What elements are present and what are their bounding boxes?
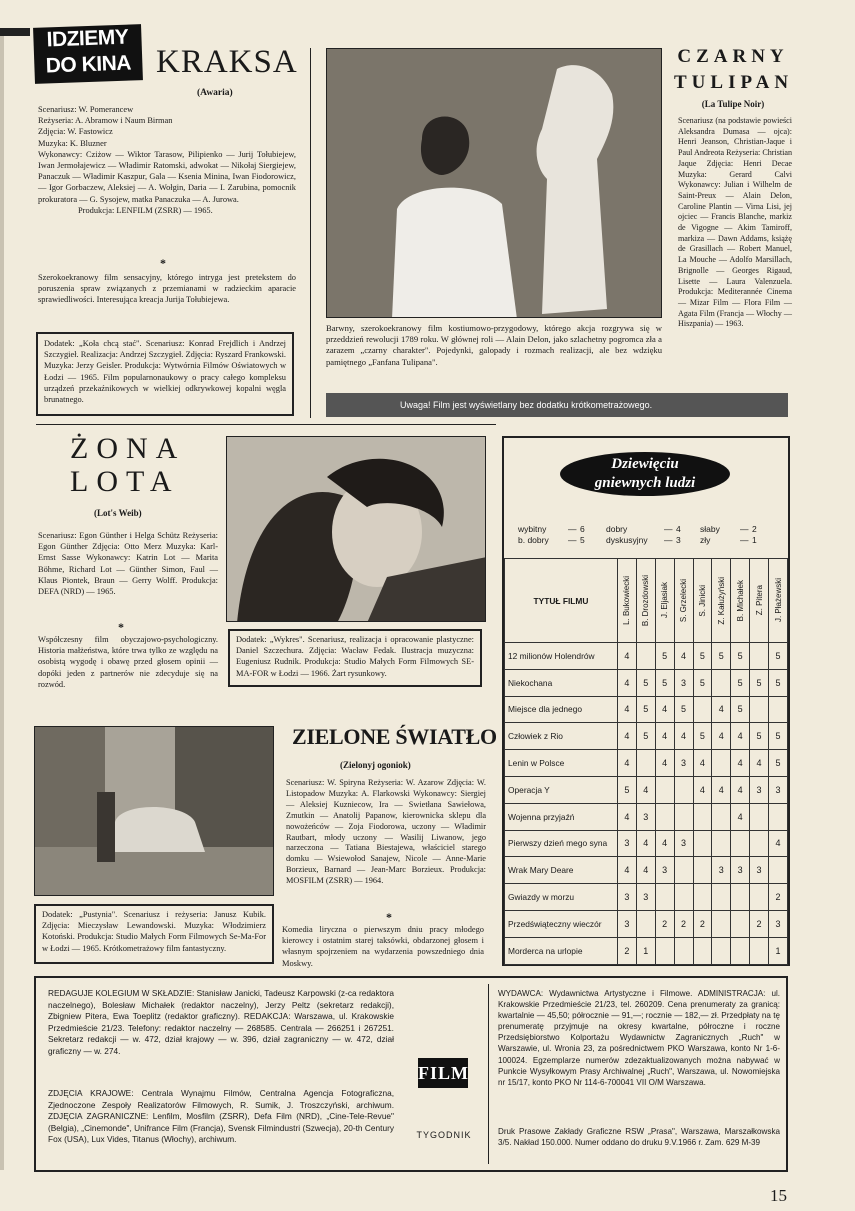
score-cell: 4 xyxy=(655,696,674,723)
score-cell xyxy=(674,803,693,830)
score-cell: 3 xyxy=(636,884,655,911)
score-cell: 3 xyxy=(731,857,750,884)
score-cell: 4 xyxy=(674,643,693,670)
kraksa-extra-box xyxy=(36,332,294,416)
score-cell xyxy=(693,696,712,723)
score-cell: 5 xyxy=(636,669,655,696)
kraksa-subtitle: (Awaria) xyxy=(197,88,233,98)
score-cell: 4 xyxy=(712,723,731,750)
score-cell: 2 xyxy=(750,910,769,937)
score-cell: 3 xyxy=(674,830,693,857)
section-rule xyxy=(36,424,496,425)
legend-value: 4 xyxy=(676,524,681,534)
score-cell: 3 xyxy=(712,857,731,884)
legend-label: b. dobry xyxy=(518,535,549,545)
film-title-cell: Gwiazdy w morzu xyxy=(505,884,618,911)
score-cell xyxy=(655,803,674,830)
kraksa-title: KRAKSA xyxy=(156,44,298,80)
score-cell: 3 xyxy=(750,857,769,884)
score-cell xyxy=(712,884,731,911)
zona-extra-box xyxy=(228,629,482,687)
film-title-cell: 12 milionów Holendrów xyxy=(505,643,618,670)
score-cell xyxy=(731,937,750,964)
zielone-photo xyxy=(34,726,274,896)
score-cell: 4 xyxy=(712,696,731,723)
critic-name: Z. Kałużyński xyxy=(716,576,726,625)
score-cell xyxy=(674,937,693,964)
score-cell xyxy=(712,669,731,696)
score-cell: 4 xyxy=(693,750,712,777)
masthead xyxy=(34,976,788,1172)
masthead-print: Druk Prasowe Zakłady Graficzne RSW „Prasa", Warszawa, Marszałkowska 3/5. Nakład 150.000. Numer oddano do druku 9.V.1966 r. Zam. 629 M-39 xyxy=(498,1127,780,1148)
score-cell xyxy=(712,830,731,857)
score-cell xyxy=(769,857,788,884)
tulipan-note-bar xyxy=(326,393,788,417)
score-cell xyxy=(636,910,655,937)
tulipan-note: Uwaga! Film jest wyświetlany bez dodatku krótkometrażowego. xyxy=(400,400,653,410)
zielone-description: Komedia liryczna o pierwszym dniu pracy młodego kierowcy i ostatnim starej taksówki, obdarzonej głosem i własnym spojrzeniem na wydarzenia powszedniego dnia Moskwy. xyxy=(282,925,484,968)
score-cell xyxy=(636,643,655,670)
score-cell: 5 xyxy=(712,643,731,670)
score-cell: 4 xyxy=(618,669,637,696)
score-cell: 3 xyxy=(655,857,674,884)
score-cell xyxy=(655,776,674,803)
ratings-logo xyxy=(560,452,730,496)
zona-star: * xyxy=(118,620,124,634)
score-cell xyxy=(712,750,731,777)
score-cell: 5 xyxy=(731,696,750,723)
score-cell: 4 xyxy=(731,776,750,803)
table-row xyxy=(505,910,788,937)
score-cell: 5 xyxy=(655,643,674,670)
score-cell xyxy=(731,910,750,937)
score-cell xyxy=(769,696,788,723)
score-cell xyxy=(712,937,731,964)
page-number: 15 xyxy=(770,1186,787,1205)
table-row xyxy=(505,723,788,750)
score-cell: 5 xyxy=(769,643,788,670)
ratings-table xyxy=(504,558,788,965)
score-cell: 2 xyxy=(769,884,788,911)
film-title-cell: Miejsce dla jednego xyxy=(505,696,618,723)
masthead-photos: ZDJĘCIA KRAJOWE: Centrala Wynajmu Filmów, Centralna Agencja Fotograficzna, Zjednoczone Zespoły Realizatorów Filmowych, R. Sumik, J. Troszczyński, archiwum. ZDJĘCIA ZAGRANICZNE: Lenfilm, Mosfilm (ZSRR), Defa Film (NRD), „Cine-Tele-Revue" (Belgia), „Cinemonde", Unifrance Film (Francja), Svensk Filmindustri (Szwecja), 20-th Century Fox (USA), Lux Vides, Titanus (Włochy), archiwum. xyxy=(48,1088,394,1145)
score-cell xyxy=(712,803,731,830)
table-row xyxy=(505,830,788,857)
kraksa-credits xyxy=(38,104,296,216)
score-cell xyxy=(693,803,712,830)
zona-extra: Dodatek: „Wykres". Scenariusz, realizacja i opracowanie plastyczne: Daniel Szczechura. Zdjęcia: Wacław Fedak. Ilustracja muzyczna: Eugeniusz Rudnik. Produkcja: Studio Małych Form Filmowych SE-MA-FOR w Łodzi — 1966. Żart rysunkowy. xyxy=(236,635,474,678)
score-cell: 3 xyxy=(674,750,693,777)
ratings-table-wrap xyxy=(504,558,788,964)
score-cell xyxy=(769,803,788,830)
score-cell: 5 xyxy=(693,643,712,670)
score-cell xyxy=(712,910,731,937)
score-cell: 5 xyxy=(769,669,788,696)
film-logo-text: FILM xyxy=(418,1063,469,1083)
table-row xyxy=(505,776,788,803)
score-cell: 3 xyxy=(769,776,788,803)
score-cell: 2 xyxy=(618,937,637,964)
score-cell: 3 xyxy=(618,830,637,857)
badge-line2: DO KINA xyxy=(45,51,132,78)
legend-label: słaby xyxy=(700,524,720,534)
page-gutter xyxy=(0,30,4,1170)
score-cell xyxy=(750,643,769,670)
tulipan-caption: Barwny, szerokoekranowy film kostiumowo-przygodowy, którego akcja rozgrywa się w przeddzień rewolucji 1789 roku. W głównej roli — Alain Delon, jako szlachetny pogromca zła a zarazem „czarny charakter". Pojedynki, galopady i rozmach realizacji, ale bez wdzięku pamiętnego „Fanfana Tulipana". xyxy=(326,323,662,367)
ratings-panel xyxy=(502,436,790,966)
score-cell: 5 xyxy=(731,643,750,670)
zielone-photo-art xyxy=(35,727,274,896)
table-row xyxy=(505,669,788,696)
score-cell: 3 xyxy=(636,803,655,830)
credit-line: Wykonawcy: Cziżow — Wiktor Tarasow, Pilipienko — Jurij Tołubiejew, Iwan Jermołajewicz — Władimir Ratomski, adwokat — Nikołaj Siergiejew, Panaczuk — Władimir Kaszpur, Gala — Ksenia Minina, Iwan Fiodorowicz, — Igor Gorbaczew, Aleksiej — A. Wołgin, Daria — I. Zarubina, pomocnik prokuratora — G. Sysojew, matka Panaczuka — A. Jurowa. xyxy=(38,149,296,204)
score-cell: 2 xyxy=(655,910,674,937)
score-cell xyxy=(750,884,769,911)
zona-title-line1: ŻONA xyxy=(70,432,186,465)
score-cell xyxy=(636,750,655,777)
legend-value: 3 xyxy=(676,535,681,545)
kraksa-description: Szerokoekranowy film sensacyjny, którego intryga jest pretekstem do poruszenia spraw związanych z przemianami w radzieckim aparacie sprawiedliwości. Interesująca kreacja Jurija Tołubiejewa. xyxy=(38,273,296,305)
critic-name: L. Bukowiecki xyxy=(622,576,632,625)
score-cell xyxy=(693,937,712,964)
score-cell: 4 xyxy=(731,803,750,830)
table-row xyxy=(505,937,788,964)
score-cell: 5 xyxy=(618,776,637,803)
score-cell: 5 xyxy=(769,723,788,750)
score-cell xyxy=(674,884,693,911)
critic-name: J. Eljasiak xyxy=(660,582,670,619)
score-cell: 4 xyxy=(618,803,637,830)
score-cell: 5 xyxy=(750,669,769,696)
score-cell xyxy=(674,857,693,884)
score-cell xyxy=(731,830,750,857)
score-cell xyxy=(693,857,712,884)
score-cell xyxy=(655,884,674,911)
score-cell xyxy=(693,830,712,857)
score-cell: 4 xyxy=(655,723,674,750)
ratings-header-row xyxy=(505,559,788,643)
film-logo-sub: TYGODNIK xyxy=(416,1130,472,1140)
score-cell: 5 xyxy=(636,696,655,723)
table-row xyxy=(505,884,788,911)
credit-line: Muzyka: K. Bluzner xyxy=(38,138,107,148)
score-cell xyxy=(731,884,750,911)
score-cell: 4 xyxy=(731,723,750,750)
critic-name: Z. Pitera xyxy=(754,585,764,616)
score-cell: 5 xyxy=(693,723,712,750)
zielone-credits: Scenariusz: W. Spiryna Reżyseria: W. Azarow Zdjęcia: W. Listopadow Muzyka: A. Flarkowski Wykonawcy: Siergiej — Aleksiej Kuzniecow, Ira — Swietłana Sawiełowa, Zmutkin — Anatolij Papanow, kierownicka sklepu dla nowożeńców — Zoja Fiodorowa, uczony — Władimir Rautbart, młody uczony — Wasilij Liwanow, jego narzeczona — Tatiana Biestajewa, właściciel starego domku — Wsiewołod Sanajew, Nicole — Anne-Marie Borzieux, Barnard — Jean-Marc Borzieux. Produkcja: MOSFILM (ZSRR) — 1964. xyxy=(286,778,486,886)
title-header: TYTUŁ FILMU xyxy=(505,559,618,643)
zona-credits: Scenariusz: Egon Günther i Helga Schütz Reżyseria: Egon Günther Zdjęcia: Otto Merz Muzyka: Karl-Ernst Sasse Wykonawcy: Katrin Lot — Marita Böhme, Richard Lot — Günther Simon, Faul — Klaus Piontek, Braun — Gerry Wolff. Produkcja: DEFA (NRD) — 1965. xyxy=(38,531,218,597)
top-rule xyxy=(0,28,30,36)
score-cell: 5 xyxy=(769,750,788,777)
film-title-cell: Pierwszy dzień mego syna xyxy=(505,830,618,857)
credit-line: Produkcja: LENFILM (ZSRR) — 1965. xyxy=(78,205,213,215)
score-cell: 1 xyxy=(769,937,788,964)
legend-value: 5 xyxy=(580,535,585,545)
critic-name: S. Jinicki xyxy=(697,584,707,617)
score-cell: 3 xyxy=(674,669,693,696)
zona-subtitle: (Lot's Weib) xyxy=(94,508,142,518)
zona-title-line2: LOTA xyxy=(70,465,180,498)
score-cell: 2 xyxy=(674,910,693,937)
legend-label: dobry xyxy=(606,524,628,534)
film-title-cell: Wrak Mary Deare xyxy=(505,857,618,884)
zielone-title: ZIELONE ŚWIATŁO xyxy=(292,724,497,749)
score-cell: 3 xyxy=(618,884,637,911)
section-badge xyxy=(33,24,143,84)
table-row xyxy=(505,696,788,723)
legend-label: wybitny xyxy=(518,524,547,534)
table-row xyxy=(505,857,788,884)
score-cell xyxy=(655,937,674,964)
zielone-extra-box xyxy=(34,904,274,964)
table-row xyxy=(505,750,788,777)
score-cell: 4 xyxy=(636,830,655,857)
score-cell xyxy=(693,884,712,911)
credit-line: Zdjęcia: W. Fastowicz xyxy=(38,127,113,137)
table-row xyxy=(505,803,788,830)
score-cell: 3 xyxy=(769,910,788,937)
score-cell xyxy=(750,803,769,830)
masthead-divider xyxy=(488,984,489,1164)
score-cell: 3 xyxy=(750,776,769,803)
zielone-extra: Dodatek: „Pustynia". Scenariusz i reżyseria: Janusz Kubik. Zdjęcia: Mieczysław Lewandowski. Muzyka: Włodzimierz Kotoński. Produkcja: Studio Małych Form Filmowych Se-Ma-For w Łodzi — 1965. Krótkometrażowy film fantastyczny. xyxy=(42,910,266,953)
legend-value: 1 xyxy=(752,535,757,545)
score-cell: 5 xyxy=(655,669,674,696)
film-title-cell: Lenin w Polsce xyxy=(505,750,618,777)
film-title-cell: Morderca na urlopie xyxy=(505,937,618,964)
column-rule xyxy=(310,48,311,418)
score-cell: 4 xyxy=(618,643,637,670)
zielone-star: * xyxy=(386,910,392,924)
score-cell xyxy=(750,696,769,723)
zona-description: Współczesny film obyczajowo-psychologiczny. Historia małżeństwa, które trwa tylko ze względu na osobistą wygodę i obawę przed głosem opinii — dopóki jeden z partnerów nie zdecyduje się na rozwód. xyxy=(38,635,218,689)
score-cell: 4 xyxy=(618,696,637,723)
kraksa-star: * xyxy=(160,256,166,270)
score-cell: 4 xyxy=(636,776,655,803)
score-cell: 4 xyxy=(731,750,750,777)
score-cell: 2 xyxy=(693,910,712,937)
critic-name: B. Michałek xyxy=(735,579,745,622)
score-cell: 4 xyxy=(693,776,712,803)
ratings-logo-line1: Dziewięciu xyxy=(611,456,679,472)
film-title-cell: Człowiek z Rio xyxy=(505,723,618,750)
zona-photo-art xyxy=(227,437,486,622)
zielone-subtitle: (Zielonyj ogoniok) xyxy=(340,760,411,770)
score-cell xyxy=(750,937,769,964)
tulipan-title-line1: CZARNY xyxy=(677,46,789,67)
score-cell: 4 xyxy=(618,857,637,884)
score-cell: 5 xyxy=(750,723,769,750)
credit-line: Reżyseria: A. Abramow i Naum Birman xyxy=(38,116,173,126)
kraksa-extra: Dodatek: „Koła chcą stać". Scenariusz: Konrad Frejdlich i Andrzej Szczygieł. Realizacja: Andrzej Szczygieł. Zdjęcia: Ryszard Frankowski. Muzyka: Jerzy Geisler. Produkcja: Wytwórnia Filmów Oświatowych w Łodzi — 1965. Film popularnonaukowy o pracy całego kompleksu urządzeń przekaźnikowych w wielkiej odkrywkowej kopalni węgla brunatnego. xyxy=(44,339,286,405)
score-cell: 5 xyxy=(693,669,712,696)
film-title-cell: Niekochana xyxy=(505,669,618,696)
critic-name: J. Płażewski xyxy=(773,578,783,623)
legend-label: dyskusyjny xyxy=(606,535,648,545)
score-cell: 4 xyxy=(636,857,655,884)
ratings-legend: wybitny — 6 dobry — 4 słaby — 2 b. dobry — 5 dyskusyjny — 3 zły — 1 xyxy=(518,524,757,545)
score-cell: 4 xyxy=(618,723,637,750)
ratings-body xyxy=(505,643,788,965)
score-cell xyxy=(750,830,769,857)
score-cell: 5 xyxy=(636,723,655,750)
score-cell: 5 xyxy=(731,669,750,696)
credit-line: Scenariusz: W. Pomerancew xyxy=(38,105,134,114)
score-cell: 4 xyxy=(750,750,769,777)
score-cell: 4 xyxy=(674,723,693,750)
score-cell: 4 xyxy=(655,830,674,857)
film-title-cell: Przedświąteczny wieczór xyxy=(505,910,618,937)
tulipan-photo xyxy=(326,48,662,318)
score-cell: 3 xyxy=(618,910,637,937)
legend-value: 2 xyxy=(752,524,757,534)
zona-photo xyxy=(226,436,486,622)
score-cell: 4 xyxy=(712,776,731,803)
ratings-logo-line2: gniewnych ludzi xyxy=(594,475,696,491)
score-cell: 4 xyxy=(655,750,674,777)
tulipan-credits: Scenariusz (na podstawie powieści Aleksandra Dumasa — ojca): Henri Jeanson, Christian-Jaque i Paul Andreota Reżyseria: Christian Jaque Zdjęcia: Henri Decae Muzyka: Gerard Calvi Wykonawcy: Julian i Wilhelm de Saint-Preux — Alain Delon, Caroline Plantin — Virna Lisi, jej ojciec — Francis Blanche, markiz de Vigogne — Akim Tamiroff, markiza — Dawn Addams, książę de Grasillach — Robert Manuel, La Mouche — Adolfo Marsillach, Brignolle — Georges Rigaud, Lisette — Laura Valenzuela. Produkcja: Mediterannée Cinema — Mizar Film — Flora Film — Agata Film (Francja — Włochy — Hiszpania) — 1963. xyxy=(678,116,792,329)
legend-value: 6 xyxy=(580,524,585,534)
film-title-cell: Wojenna przyjaźń xyxy=(505,803,618,830)
masthead-publisher: WYDAWCA: Wydawnictwa Artystyczne i Filmowe. ADMINISTRACJA: ul. Krakowskie Przedmieście 21/23, tel. 260209. Cena prenumeraty za granicą: kwartalnie — 45,50; półrocznie — 91,—; rocznie — 182,— zł. Przedpłaty na tę prenumeratę przyjmuje na okresy kwartalne, półroczne i roczne Przedsiębiorstwo Kolportażu Wydawnictw Zagranicznych „Ruch" w Warszawie, ul. Wronia 23, za pośrednictwem PKO Warszawa, konto Nr 1-6-100024. Egzemplarze numerów zdezaktualizowanych można nabywać w Punkcie Wysyłkowym Prasy Archiwalnej „Ruch", Warszawa, ul. Nowomiejska nr 15/17, konto PKO Nr 114-6-700041 VII O/M Warszawa. xyxy=(498,989,780,1087)
film-title-cell: Operacja Y xyxy=(505,776,618,803)
tulipan-photo-art xyxy=(327,49,662,318)
tulipan-subtitle: (La Tulipe Noir) xyxy=(701,99,765,109)
legend-label: zły xyxy=(700,535,711,545)
score-cell: 4 xyxy=(769,830,788,857)
score-cell: 5 xyxy=(674,696,693,723)
tulipan-title-line2: TULIPAN xyxy=(674,72,794,93)
critic-name: S. Grzelecki xyxy=(679,578,689,623)
score-cell: 1 xyxy=(636,937,655,964)
badge-line1: IDZIEMY xyxy=(46,25,129,52)
film-logo xyxy=(418,1058,468,1088)
table-row xyxy=(505,643,788,670)
score-cell: 4 xyxy=(618,750,637,777)
critic-name: B. Drozdowski xyxy=(641,574,651,627)
masthead-editors: REDAGUJE KOLEGIUM W SKŁADZIE: Stanisław Janicki, Tadeusz Karpowski (z-ca redaktora naczelnego), Bolesław Michałek (redaktor naczelny), Jerzy Peltz (sekretarz redakcji), Zbigniew Pitera, Ewa Toeplitz (redaktor graficzny). REDAKCJA: Warszawa, ul. Krakowskie Przedmieście 21/23. Telefony: redaktor naczelny — 268585. Centrala — 266251 i 267251. Sekretarz redakcji — w. 472, dział krajowy — w. 396, dział zagraniczny — w. 472, dział graficzny — w. 274. xyxy=(48,988,394,1056)
score-cell xyxy=(674,776,693,803)
